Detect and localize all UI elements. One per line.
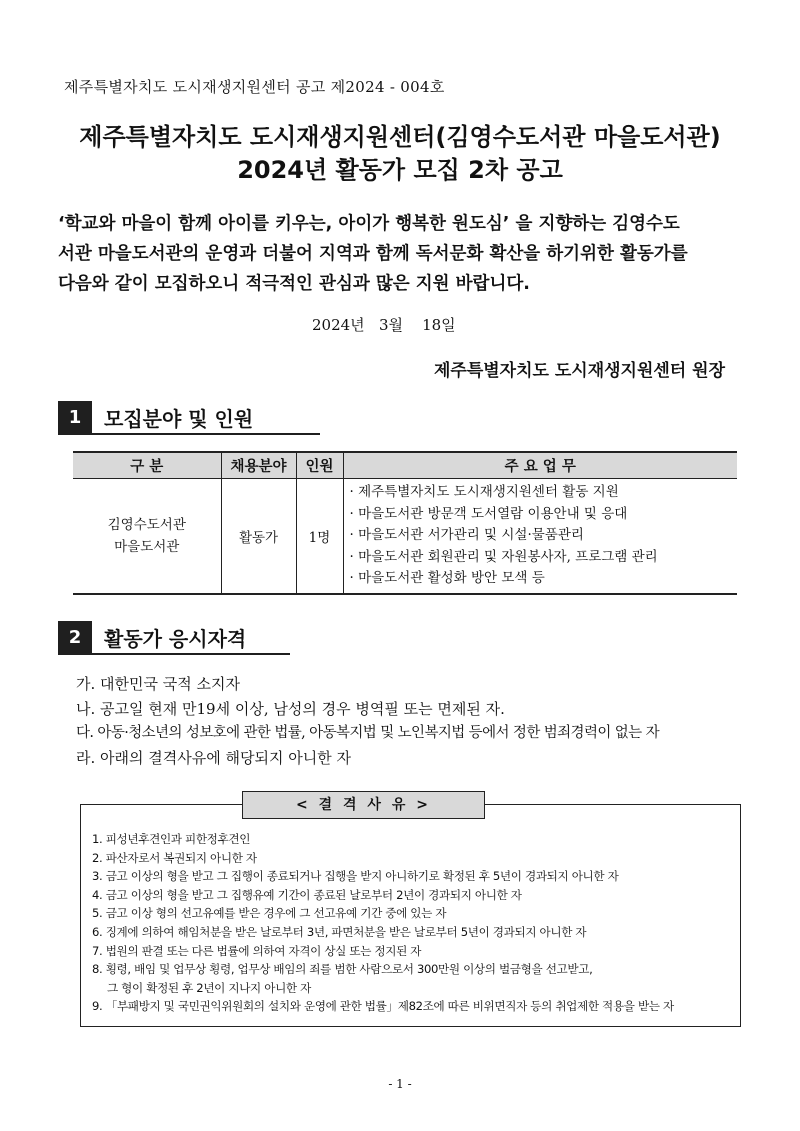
cell-duties [343, 479, 737, 594]
duty-item: · 제주특별자치도 도시재생지원센터 활동 지원 [349, 484, 619, 500]
duty-item: · 마을도서관 회원관리 및 자원봉사자, 프로그램 관리 [349, 548, 658, 565]
page-title-line1: 제주특별자치도 도시재생지원센터(김영수도서관 마을도서관) [79, 123, 721, 151]
disqualification-title: < 결 격 사 유 > [242, 791, 485, 819]
section-underline [58, 653, 290, 655]
cell-division [73, 479, 221, 594]
list-item: 3. 금고 이상의 형을 받고 그 집행이 종료되거나 집행을 받지 아니하기로 확정된 후 5년이 경과되지 아니한 자 [92, 869, 619, 884]
header-division: 구 분 [73, 452, 221, 479]
division-line: 김영수도서관 [107, 516, 186, 533]
section-number: 1 [58, 401, 92, 433]
page-number: - 1 - [388, 1077, 412, 1091]
notice-date: 2024년 3월 18일 [312, 316, 456, 334]
cell-count: 1명 [296, 479, 343, 594]
intro-paragraph [58, 209, 748, 299]
issuer: 제주특별자치도 도시재생지원센터 원장 [433, 361, 725, 381]
list-item: 9. 「부패방지 및 국민권익위원회의 설치와 운영에 관한 법률」제82조에 따른 비위면직자 등의 취업제한 적용을 받는 자 [92, 999, 674, 1014]
section-underline [58, 433, 320, 435]
division-line: 마을도서관 [114, 538, 180, 555]
header-duties: 주 요 업 무 [343, 452, 737, 479]
header-count: 인원 [296, 452, 343, 479]
qualification-item: 다. 아동·청소년의 성보호에 관한 법률, 아동복지법 및 노인복지법 등에서 정한 범죄경력이 없는 자 [76, 725, 660, 741]
qualification-item: 나. 공고일 현재 만19세 이상, 남성의 경우 병역필 또는 면제된 자. [76, 699, 505, 718]
list-item-continuation: 그 형이 확정된 후 2년이 지나지 아니한 자 [107, 980, 311, 995]
section-title: 활동가 응시자격 [104, 626, 247, 651]
list-item: 1. 피성년후견인과 피한정후견인 [92, 832, 251, 846]
disqualification-list [92, 830, 674, 1016]
intro-line: 서관 마을도서관의 운영과 더불어 지역과 함께 독서문화 확산을 하기위한 활동가를 [58, 244, 688, 264]
section-heading-qualifications [58, 621, 256, 653]
intro-line: 다음와 같이 모집하오니 적극적인 관심과 많은 지원 바랍니다. [58, 274, 530, 294]
section-heading-recruitment [58, 401, 263, 433]
intro-line: ‘학교와 마을이 함께 아이를 키우는, 아이가 행복한 원도심’ 을 지향하는 김영수도 [58, 214, 680, 234]
recruitment-table [73, 451, 737, 595]
qualification-item: 라. 아래의 결격사유에 해당되지 아니한 자 [76, 748, 351, 767]
duty-item: · 마을도서관 서가관리 및 시설·물품관리 [349, 527, 584, 543]
qualification-list [76, 672, 659, 770]
duty-item: · 마을도서관 방문객 도서열람 이용안내 및 응대 [349, 505, 628, 522]
list-item: 4. 금고 이상의 형을 받고 그 집행유예 기간이 종료된 날로부터 2년이 경과되지 아니한 자 [92, 887, 522, 902]
page-title-line2: 2024년 활동가 모집 2차 공고 [237, 156, 563, 184]
list-item: 2. 파산자로서 복권되지 아니한 자 [92, 850, 257, 865]
table-header-row [73, 452, 737, 479]
cell-field: 활동가 [221, 479, 296, 594]
section-number: 2 [58, 621, 92, 653]
section-title: 모집분야 및 인원 [104, 406, 254, 431]
list-item: 6. 징계에 의하여 해임처분을 받은 날로부터 3년, 파면처분을 받은 날로부터 5년이 경과되지 아니한 자 [92, 924, 587, 939]
list-item: 7. 법원의 판결 또는 다른 법률에 의하여 자격이 상실 또는 정지된 자 [92, 943, 422, 958]
list-item: 5. 금고 이상 형의 선고유예를 받은 경우에 그 선고유예 기간 중에 있는 자 [92, 906, 447, 921]
header-field: 채용분야 [221, 452, 296, 479]
list-item: 8. 횡령, 배임 및 업무상 횡령, 업무상 배임의 죄를 범한 사람으로서 300만원 이상의 벌금형을 선고받고, [92, 962, 593, 977]
duty-item: · 마을도서관 활성화 방안 모색 등 [349, 570, 545, 586]
qualification-item: 가. 대한민국 국적 소지자 [76, 675, 240, 693]
table-row [73, 479, 737, 594]
notice-number: 제주특별자치도 도시재생지원센터 공고 제2024 - 004호 [64, 78, 445, 96]
